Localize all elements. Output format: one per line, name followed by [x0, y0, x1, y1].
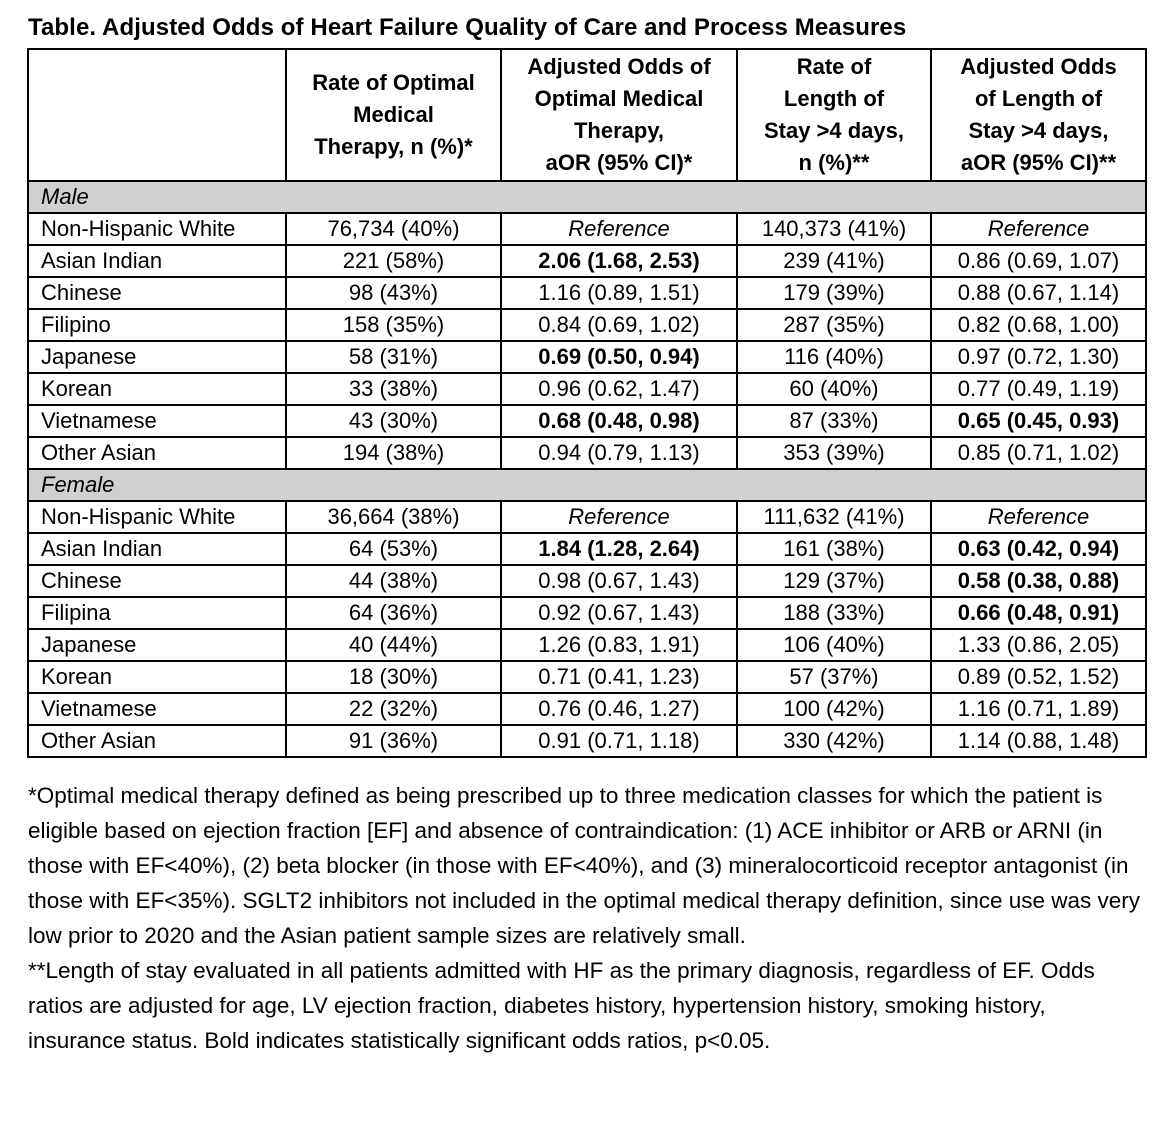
table-row [28, 213, 1146, 245]
cell-omt-rate: 98 (43%) [286, 277, 501, 309]
cell-omt-rate: 40 (44%) [286, 629, 501, 661]
cell-los-aor: 0.88 (0.67, 1.14) [931, 277, 1146, 309]
cell-omt-aor: 0.68 (0.48, 0.98) [501, 405, 737, 437]
cell-omt-rate: 76,734 (40%) [286, 213, 501, 245]
table-title: Table. Adjusted Odds of Heart Failure Quality of Care and Process Measures [28, 14, 907, 41]
cell-omt-aor: 1.26 (0.83, 1.91) [501, 629, 737, 661]
cell-omt-rate: 33 (38%) [286, 373, 501, 405]
cell-los-rate: 129 (37%) [737, 565, 931, 597]
group-row-female [28, 469, 1146, 501]
row-label: Other Asian [28, 725, 286, 757]
table-row [28, 405, 1146, 437]
cell-los-aor: Reference [931, 213, 1146, 245]
cell-los-rate: 100 (42%) [737, 693, 931, 725]
row-label: Non-Hispanic White [28, 501, 286, 533]
table-row [28, 661, 1146, 693]
cell-omt-aor: 2.06 (1.68, 2.53) [501, 245, 737, 277]
table-row [28, 373, 1146, 405]
cell-omt-aor: 0.91 (0.71, 1.18) [501, 725, 737, 757]
row-label: Asian Indian [28, 245, 286, 277]
cell-omt-aor: 0.92 (0.67, 1.43) [501, 597, 737, 629]
group-label: Male [28, 181, 1146, 213]
table-row [28, 341, 1146, 373]
cell-omt-rate: 44 (38%) [286, 565, 501, 597]
row-label: Chinese [28, 277, 286, 309]
cell-los-aor: 0.86 (0.69, 1.07) [931, 245, 1146, 277]
cell-omt-aor: 0.96 (0.62, 1.47) [501, 373, 737, 405]
row-label: Non-Hispanic White [28, 213, 286, 245]
table-row [28, 277, 1146, 309]
cell-omt-rate: 22 (32%) [286, 693, 501, 725]
row-label: Filipina [28, 597, 286, 629]
table-body [28, 181, 1146, 757]
cell-omt-rate: 43 (30%) [286, 405, 501, 437]
table-row [28, 533, 1146, 565]
group-row-male [28, 181, 1146, 213]
cell-los-rate: 330 (42%) [737, 725, 931, 757]
cell-los-aor: 0.85 (0.71, 1.02) [931, 437, 1146, 469]
cell-los-rate: 179 (39%) [737, 277, 931, 309]
row-label: Filipino [28, 309, 286, 341]
cell-los-aor: 0.63 (0.42, 0.94) [931, 533, 1146, 565]
cell-omt-aor: 0.69 (0.50, 0.94) [501, 341, 737, 373]
cell-los-aor: 0.77 (0.49, 1.19) [931, 373, 1146, 405]
cell-los-rate: 87 (33%) [737, 405, 931, 437]
cell-los-rate: 106 (40%) [737, 629, 931, 661]
cell-los-aor: 0.58 (0.38, 0.88) [931, 565, 1146, 597]
cell-omt-aor: 1.16 (0.89, 1.51) [501, 277, 737, 309]
cell-omt-rate: 58 (31%) [286, 341, 501, 373]
row-label: Asian Indian [28, 533, 286, 565]
cell-los-aor: 0.97 (0.72, 1.30) [931, 341, 1146, 373]
cell-omt-rate: 36,664 (38%) [286, 501, 501, 533]
row-label: Chinese [28, 565, 286, 597]
cell-los-aor: 1.33 (0.86, 2.05) [931, 629, 1146, 661]
odds-table [27, 48, 1147, 758]
header-omt-rate: Rate of Optimal Medical Therapy, n (%)* [286, 49, 501, 181]
header-los-rate: Rate of Length of Stay >4 days, n (%)** [737, 49, 931, 181]
cell-omt-aor: 0.84 (0.69, 1.02) [501, 309, 737, 341]
cell-omt-rate: 64 (53%) [286, 533, 501, 565]
cell-los-rate: 140,373 (41%) [737, 213, 931, 245]
cell-los-rate: 111,632 (41%) [737, 501, 931, 533]
table-row [28, 693, 1146, 725]
cell-omt-rate: 64 (36%) [286, 597, 501, 629]
cell-los-aor: 0.65 (0.45, 0.93) [931, 405, 1146, 437]
table-row [28, 597, 1146, 629]
cell-los-rate: 239 (41%) [737, 245, 931, 277]
row-label: Korean [28, 661, 286, 693]
cell-los-aor: 0.82 (0.68, 1.00) [931, 309, 1146, 341]
cell-omt-aor: 0.94 (0.79, 1.13) [501, 437, 737, 469]
footnote-los: **Length of stay evaluated in all patients admitted with HF as the primary diagnosis, regardless of EF. Odds ratios are adjusted for age, LV ejection fraction, diabetes history, hypertension history, smoking history, insurance status. Bold indicates statistically significant odds ratios, p<0.05. [28, 958, 1095, 1053]
table-row [28, 309, 1146, 341]
cell-omt-rate: 18 (30%) [286, 661, 501, 693]
cell-omt-aor: Reference [501, 501, 737, 533]
cell-los-rate: 57 (37%) [737, 661, 931, 693]
cell-omt-aor: 0.98 (0.67, 1.43) [501, 565, 737, 597]
table-row [28, 565, 1146, 597]
cell-omt-aor: 0.76 (0.46, 1.27) [501, 693, 737, 725]
table-row [28, 245, 1146, 277]
cell-los-rate: 353 (39%) [737, 437, 931, 469]
cell-los-rate: 287 (35%) [737, 309, 931, 341]
cell-los-rate: 188 (33%) [737, 597, 931, 629]
cell-omt-rate: 91 (36%) [286, 725, 501, 757]
header-omt-aor: Adjusted Odds of Optimal Medical Therapy, aOR (95% CI)* [501, 49, 737, 181]
cell-los-aor: 0.89 (0.52, 1.52) [931, 661, 1146, 693]
cell-los-rate: 161 (38%) [737, 533, 931, 565]
cell-los-aor: 1.16 (0.71, 1.89) [931, 693, 1146, 725]
cell-los-aor: 1.14 (0.88, 1.48) [931, 725, 1146, 757]
cell-omt-aor: Reference [501, 213, 737, 245]
group-label: Female [28, 469, 1146, 501]
header-los-aor: Adjusted Odds of Length of Stay >4 days, aOR (95% CI)** [931, 49, 1146, 181]
row-label: Korean [28, 373, 286, 405]
footnotes [28, 778, 1148, 1058]
table-row [28, 629, 1146, 661]
table-row [28, 725, 1146, 757]
footnote-omt: *Optimal medical therapy defined as being prescribed up to three medication classes for which the patient is eligible based on ejection fraction [EF] and absence of contraindication: (1) ACE inhibitor or ARB or ARNI (in those with EF<40%), (2) beta blocker (in those with EF<40%), and (3) mineralocorticoid receptor antagonist (in those with EF<35%). SGLT2 inhibitors not included in the optimal medical therapy definition, since use was very low prior to 2020 and the Asian patient sample sizes are relatively small. [28, 783, 1141, 948]
cell-los-aor: Reference [931, 501, 1146, 533]
header-label-col [28, 49, 286, 181]
cell-omt-aor: 0.71 (0.41, 1.23) [501, 661, 737, 693]
cell-los-rate: 116 (40%) [737, 341, 931, 373]
cell-omt-rate: 158 (35%) [286, 309, 501, 341]
cell-omt-rate: 194 (38%) [286, 437, 501, 469]
cell-los-aor: 0.66 (0.48, 0.91) [931, 597, 1146, 629]
row-label: Vietnamese [28, 693, 286, 725]
row-label: Other Asian [28, 437, 286, 469]
cell-los-rate: 60 (40%) [737, 373, 931, 405]
row-label: Japanese [28, 341, 286, 373]
row-label: Japanese [28, 629, 286, 661]
table-row [28, 437, 1146, 469]
cell-omt-rate: 221 (58%) [286, 245, 501, 277]
row-label: Vietnamese [28, 405, 286, 437]
cell-omt-aor: 1.84 (1.28, 2.64) [501, 533, 737, 565]
table-row [28, 501, 1146, 533]
header-row [28, 49, 1146, 181]
